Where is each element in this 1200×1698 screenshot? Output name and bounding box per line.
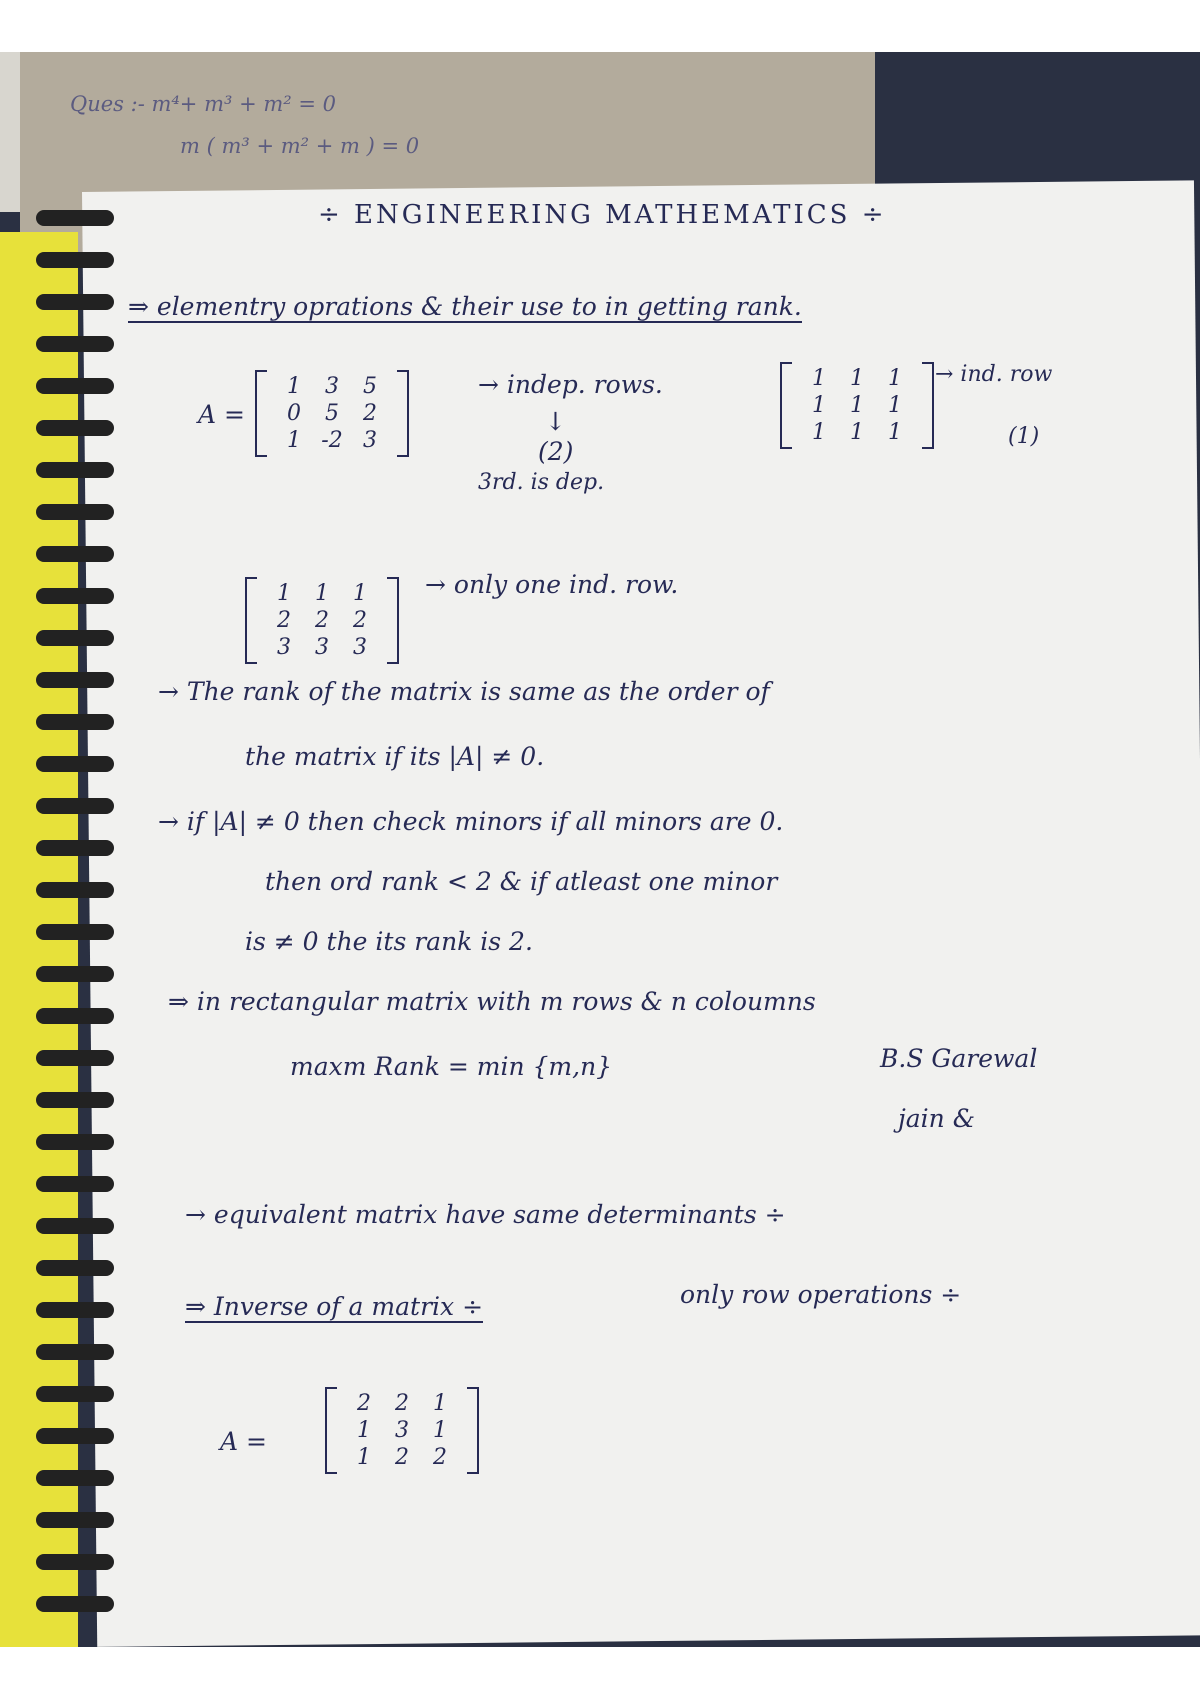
bracket-left: [325, 1387, 337, 1474]
spiral-ring: [36, 630, 114, 646]
matrix-ones: [780, 362, 934, 449]
spiral-ring: [36, 1512, 114, 1528]
spiral-ring: [36, 1470, 114, 1486]
matrix-a: [255, 370, 409, 457]
matrix-cell: 2: [277, 608, 291, 633]
point-minors-line2: then ord rank < 2 & if atleast one minor: [265, 867, 778, 896]
bracket-left: [255, 370, 267, 457]
bracket-right: [922, 362, 934, 449]
matrix-cell: 1: [850, 393, 864, 418]
matrix-cell: 5: [325, 401, 339, 426]
matrix-a-cells: [267, 370, 397, 457]
matrix-cell: 2: [395, 1445, 409, 1470]
spiral-ring: [36, 546, 114, 562]
matrix-cell: 1: [433, 1418, 447, 1443]
matrix-ones-cells: [792, 362, 922, 449]
top-note-line2: m ( m³ + m² + m ) = 0: [180, 134, 420, 158]
note-arrow: ↓: [545, 407, 566, 436]
point-minors-line1: → if |A| ≠ 0 then check minors if all minors are 0.: [158, 807, 784, 836]
matrix-cell: 1: [888, 420, 902, 445]
heading-inverse-text: ⇒ Inverse of a matrix ÷: [185, 1292, 484, 1321]
spiral-ring: [36, 252, 114, 268]
spiral-ring: [36, 1596, 114, 1612]
spiral-ring: [36, 1218, 114, 1234]
matrix-cell: 3: [363, 428, 377, 453]
spiral-ring: [36, 1008, 114, 1024]
spiral-ring: [36, 924, 114, 940]
spiral-ring: [36, 1050, 114, 1066]
spiral-ring: [36, 882, 114, 898]
matrix-inverse-cells: [337, 1387, 467, 1474]
spiral-ring: [36, 798, 114, 814]
matrix-inv-label: A =: [220, 1427, 267, 1456]
spiral-ring: [36, 462, 114, 478]
point-rectangular-line2: maxm Rank = min {m,n}: [290, 1052, 613, 1081]
spiral-ring: [36, 504, 114, 520]
spiral-ring: [36, 966, 114, 982]
spiral-ring: [36, 1428, 114, 1444]
heading-inverse-note: only row operations ÷: [680, 1280, 962, 1309]
matrix-cell: -2: [321, 428, 343, 453]
spiral-ring: [36, 840, 114, 856]
point-rectangular-line1: ⇒ in rectangular matrix with m rows & n coloumns: [168, 987, 816, 1016]
spiral-binding: [0, 192, 140, 1647]
matrix-cell: 1: [353, 581, 367, 606]
note-indep-rows: → indep. rows.: [478, 370, 663, 399]
matrix-cell: 1: [287, 428, 301, 453]
spiral-ring: [36, 378, 114, 394]
matrix-cell: 3: [277, 635, 291, 660]
matrix-cell: 1: [850, 366, 864, 391]
page-title: ÷ ENGINEERING MATHEMATICS ÷: [318, 200, 887, 230]
matrix-a-label: A =: [198, 400, 245, 429]
matrix-cell: 3: [315, 635, 329, 660]
matrix-cell: 1: [433, 1391, 447, 1416]
matrix-cell: 1: [315, 581, 329, 606]
note-ind-row: → ind. row: [935, 362, 1053, 387]
point-rank-order-line2: the matrix if its |A| ≠ 0.: [245, 742, 545, 771]
note-only-one-row: → only one ind. row.: [425, 570, 679, 599]
point-equivalent-matrix: → equivalent matrix have same determinants ÷: [185, 1200, 786, 1229]
top-note-line1: Ques :- m⁴+ m³ + m² = 0: [70, 92, 336, 116]
reference-line2: jain &: [898, 1104, 975, 1133]
spiral-ring: [36, 672, 114, 688]
heading-elementary-operations-text: ⇒ elementry oprations & their use to in getting rank.: [128, 292, 802, 321]
point-minors-line3: is ≠ 0 the its rank is 2.: [245, 927, 533, 956]
matrix-cell: 1: [277, 581, 291, 606]
spiral-ring: [36, 1386, 114, 1402]
spiral-ring: [36, 294, 114, 310]
matrix-cell: 1: [287, 374, 301, 399]
spiral-ring: [36, 714, 114, 730]
spiral-ring: [36, 1260, 114, 1276]
matrix-inverse: [325, 1387, 479, 1474]
matrix-cell: 1: [812, 393, 826, 418]
matrix-cell: 2: [363, 401, 377, 426]
point-rank-order-line1: → The rank of the matrix is same as the order of: [158, 677, 770, 706]
note-ind-count: (1): [1008, 424, 1040, 449]
spiral-ring: [36, 210, 114, 226]
matrix-cell: 1: [812, 366, 826, 391]
bracket-right: [467, 1387, 479, 1474]
matrix-cell: 1: [888, 366, 902, 391]
matrix-cell: 0: [287, 401, 301, 426]
spiral-ring: [36, 1092, 114, 1108]
matrix-rows-cells: [257, 577, 387, 664]
matrix-cell: 1: [357, 1418, 371, 1443]
bracket-right: [397, 370, 409, 457]
matrix-cell: 2: [433, 1445, 447, 1470]
matrix-cell: 3: [353, 635, 367, 660]
matrix-cell: 3: [325, 374, 339, 399]
heading-inverse: [185, 1292, 483, 1321]
bracket-left: [245, 577, 257, 664]
bracket-right: [387, 577, 399, 664]
matrix-cell: 1: [812, 420, 826, 445]
reference-line1: B.S Garewal: [880, 1044, 1038, 1073]
matrix-cell: 1: [357, 1445, 371, 1470]
spiral-ring: [36, 420, 114, 436]
spiral-ring: [36, 1176, 114, 1192]
matrix-cell: 2: [357, 1391, 371, 1416]
matrix-cell: 2: [395, 1391, 409, 1416]
spiral-ring: [36, 1344, 114, 1360]
notebook-photo: [0, 52, 1200, 1647]
matrix-cell: 1: [888, 393, 902, 418]
heading-elementary-operations: [128, 292, 802, 321]
matrix-cell: 1: [850, 420, 864, 445]
bracket-left: [780, 362, 792, 449]
spiral-ring: [36, 588, 114, 604]
matrix-cell: 3: [395, 1418, 409, 1443]
spiral-ring: [36, 756, 114, 772]
matrix-rows: [245, 577, 399, 664]
note-count-two: (2): [538, 437, 574, 466]
matrix-cell: 2: [315, 608, 329, 633]
spiral-ring: [36, 1554, 114, 1570]
matrix-cell: 5: [363, 374, 377, 399]
note-third-dep: 3rd. is dep.: [478, 470, 605, 495]
spiral-ring: [36, 336, 114, 352]
spiral-ring: [36, 1302, 114, 1318]
matrix-cell: 2: [353, 608, 367, 633]
spiral-ring: [36, 1134, 114, 1150]
